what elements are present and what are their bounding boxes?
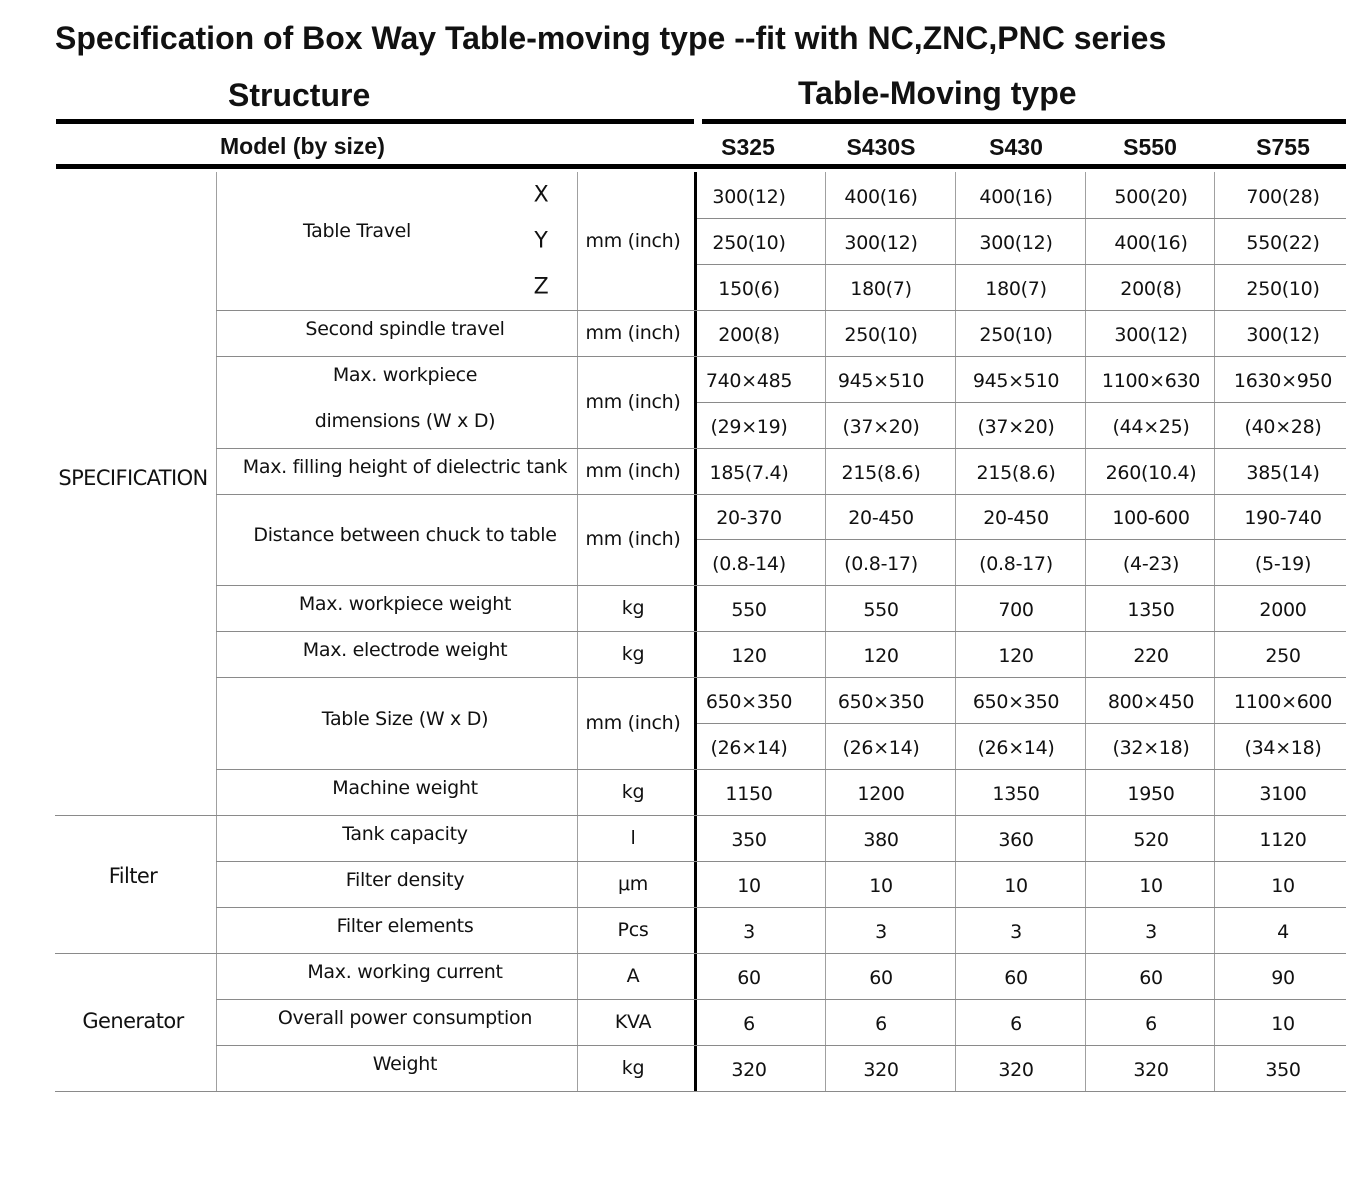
value-cell: 1100×630 <box>1101 369 1201 392</box>
model-label: Model (by size) <box>220 133 385 159</box>
value-cell: 150(6) <box>718 277 780 300</box>
axis-label: X <box>533 182 549 208</box>
value-cell: 215(8.6) <box>976 461 1056 484</box>
value-cell: 60 <box>1139 966 1163 989</box>
value-cell: 380 <box>863 828 899 851</box>
row-unit: mm (inch) <box>585 229 681 252</box>
value-cell: 10 <box>737 874 761 897</box>
value-cell: 300(12) <box>1246 323 1320 346</box>
row-label: Filter elements <box>336 914 474 937</box>
value-cell: 320 <box>1133 1058 1169 1081</box>
value-cell: 180(7) <box>985 277 1047 300</box>
model-name-s430s: S430S <box>846 134 916 160</box>
row-label: Table Travel <box>302 219 412 242</box>
value-cell: 215(8.6) <box>841 461 921 484</box>
structure-header: Structure <box>228 77 371 113</box>
category-generator: Generator <box>82 1009 184 1033</box>
value-cell: 550 <box>863 599 899 622</box>
value-cell: 90 <box>1271 966 1295 989</box>
row-label: Second spindle travel <box>305 317 505 340</box>
value-cell: 520 <box>1133 828 1169 851</box>
value-cell: 700(28) <box>1246 185 1320 208</box>
category-filter: Filter <box>108 864 158 888</box>
header-rule-right <box>702 119 1346 124</box>
value-cell: 1350 <box>992 783 1040 806</box>
value-cell: 945×510 <box>837 369 925 392</box>
value-cell: 350 <box>1265 1058 1301 1081</box>
value-cell: 4 <box>1277 920 1289 943</box>
value-cell: 60 <box>869 966 893 989</box>
value-cell: 190-740 <box>1244 507 1322 530</box>
value-cell: (37×20) <box>977 415 1055 438</box>
row-divider <box>55 1091 1346 1092</box>
value-cell: 6 <box>1145 1012 1157 1035</box>
value-cell: 250(10) <box>979 323 1053 346</box>
value-cell: 1630×950 <box>1233 369 1333 392</box>
table-moving-header: Table-Moving type <box>798 75 1077 111</box>
row-label: Max. workpiece weight <box>298 593 512 616</box>
row-unit: kg <box>621 597 645 620</box>
value-cell: 100-600 <box>1112 507 1190 530</box>
value-cell: 300(12) <box>844 231 918 254</box>
value-cell: 200(8) <box>718 323 780 346</box>
row-unit: kg <box>621 781 645 804</box>
row-unit: A <box>626 964 640 987</box>
value-cell: 20-450 <box>983 507 1049 530</box>
value-cell: 6 <box>1010 1012 1022 1035</box>
row-divider <box>216 494 1346 495</box>
value-cell: 3 <box>1145 920 1157 943</box>
value-cell: 320 <box>863 1058 899 1081</box>
value-cell: 1120 <box>1259 828 1307 851</box>
value-cell: 10 <box>1271 874 1295 897</box>
row-label: Tank capacity <box>342 822 468 845</box>
row-divider <box>55 815 1346 816</box>
value-cell: 500(20) <box>1114 185 1188 208</box>
value-cell: 1200 <box>857 783 905 806</box>
row-label: Weight <box>372 1052 438 1075</box>
row-label: Overall power consumption <box>277 1006 533 1029</box>
row-unit: mm (inch) <box>585 459 681 482</box>
row-divider <box>216 631 1346 632</box>
value-cell: 1150 <box>725 783 773 806</box>
row-unit: mm (inch) <box>585 528 681 551</box>
row-divider <box>216 585 1346 586</box>
value-cell: (26×14) <box>710 737 788 760</box>
model-name-s325: S325 <box>721 134 775 160</box>
value-cell: 10 <box>1004 874 1028 897</box>
model-name-s755: S755 <box>1256 134 1310 160</box>
row-label: Table Size (W x D) <box>321 708 489 731</box>
row-divider <box>216 356 1346 357</box>
value-cell: 740×485 <box>705 369 793 392</box>
value-cell: 3100 <box>1259 783 1307 806</box>
value-cell: (0.8-14) <box>712 553 786 576</box>
value-cell: 250(10) <box>844 323 918 346</box>
value-cell: 250(10) <box>1246 277 1320 300</box>
page-title: Specification of Box Way Table-moving type --fit with NC,ZNC,PNC series <box>55 20 1167 56</box>
value-cell: 180(7) <box>850 277 912 300</box>
value-cell: 185(7.4) <box>709 461 789 484</box>
value-cell: 945×510 <box>972 369 1060 392</box>
value-cell: 700 <box>998 599 1034 622</box>
axis-label: Y <box>534 228 548 254</box>
model-rule <box>56 164 1346 169</box>
row-unit: KVA <box>614 1010 652 1033</box>
row-label: Distance between chuck to table <box>253 524 557 547</box>
row-divider <box>216 1045 1346 1046</box>
value-cell: 10 <box>1139 874 1163 897</box>
value-cell: (34×18) <box>1244 737 1322 760</box>
value-cell: 400(16) <box>979 185 1053 208</box>
row-divider <box>697 218 1346 219</box>
row-divider <box>216 677 1346 678</box>
row-divider <box>216 907 1346 908</box>
row-label: Machine weight <box>332 777 478 800</box>
value-cell: 385(14) <box>1246 461 1320 484</box>
value-cell: (4-23) <box>1122 553 1180 576</box>
value-cell: 320 <box>998 1058 1034 1081</box>
value-cell: 350 <box>731 828 767 851</box>
row-label: Filter density <box>345 868 465 891</box>
header-rule-left <box>56 119 694 124</box>
row-divider <box>697 402 1346 403</box>
value-cell: 1950 <box>1127 783 1175 806</box>
value-cell: 3 <box>743 920 755 943</box>
value-cell: 3 <box>875 920 887 943</box>
row-unit: kg <box>621 1056 645 1079</box>
row-divider <box>697 539 1346 540</box>
value-cell: 250(10) <box>712 231 786 254</box>
value-cell: 800×450 <box>1107 691 1195 714</box>
value-cell: 250 <box>1265 645 1301 668</box>
row-unit: mm (inch) <box>585 390 681 413</box>
row-divider <box>216 861 1346 862</box>
row-label: Max. electrode weight <box>302 639 508 662</box>
row-divider <box>697 723 1346 724</box>
row-divider <box>55 953 1346 954</box>
value-cell: (26×14) <box>842 737 920 760</box>
axis-divider <box>577 172 578 310</box>
value-cell: 120 <box>863 645 899 668</box>
value-cell: 20-450 <box>848 507 914 530</box>
value-cell: (0.8-17) <box>844 553 918 576</box>
row-divider <box>697 264 1346 265</box>
row-unit: Pcs <box>617 918 649 941</box>
value-cell: 650×350 <box>705 691 793 714</box>
row-divider <box>216 448 1346 449</box>
value-cell: 300(12) <box>712 185 786 208</box>
model-name-s430: S430 <box>989 134 1043 160</box>
value-cell: 6 <box>743 1012 755 1035</box>
value-cell: 300(12) <box>1114 323 1188 346</box>
value-cell: (26×14) <box>977 737 1055 760</box>
value-cell: 60 <box>1004 966 1028 989</box>
value-cell: 300(12) <box>979 231 1053 254</box>
value-cell: 650×350 <box>837 691 925 714</box>
row-divider <box>216 999 1346 1000</box>
value-cell: (37×20) <box>842 415 920 438</box>
value-cell: 260(10.4) <box>1105 461 1197 484</box>
value-cell: 2000 <box>1259 599 1307 622</box>
value-cell: 10 <box>869 874 893 897</box>
row-divider <box>216 310 1346 311</box>
value-cell: 400(16) <box>844 185 918 208</box>
value-cell: 20-370 <box>716 507 782 530</box>
row-unit: kg <box>621 643 645 666</box>
row-label: Max. filling height of dielectric tank <box>242 455 568 478</box>
value-cell: 1350 <box>1127 599 1175 622</box>
value-cell: (44×25) <box>1112 415 1190 438</box>
value-cell: 220 <box>1133 645 1169 668</box>
value-cell: (32×18) <box>1112 737 1190 760</box>
value-cell: 650×350 <box>972 691 1060 714</box>
value-cell: 400(16) <box>1114 231 1188 254</box>
row-label: Max. working current <box>307 960 503 983</box>
value-cell: 360 <box>998 828 1034 851</box>
value-cell: 550(22) <box>1246 231 1320 254</box>
value-cell: 1100×600 <box>1233 691 1333 714</box>
value-cell: 3 <box>1010 920 1022 943</box>
value-cell: 60 <box>737 966 761 989</box>
row-unit: l <box>630 826 636 849</box>
row-divider <box>216 769 1346 770</box>
row-label: dimensions (W x D) <box>314 409 496 432</box>
value-cell: (0.8-17) <box>979 553 1053 576</box>
value-cell: 6 <box>875 1012 887 1035</box>
model-name-s550: S550 <box>1123 134 1177 160</box>
row-label: Max. workpiece <box>332 363 478 386</box>
value-cell: (40×28) <box>1244 415 1322 438</box>
value-cell: 10 <box>1271 1012 1295 1035</box>
value-cell: 120 <box>731 645 767 668</box>
value-cell: (29×19) <box>710 415 788 438</box>
row-unit: mm (inch) <box>585 712 681 735</box>
value-cell: 200(8) <box>1120 277 1182 300</box>
category-specification: SPECIFICATION <box>58 466 208 490</box>
value-cell: 320 <box>731 1058 767 1081</box>
axis-label: Z <box>533 274 549 300</box>
value-cell: 120 <box>998 645 1034 668</box>
row-unit: mm (inch) <box>585 321 681 344</box>
value-cell: 550 <box>731 599 767 622</box>
value-cell: (5-19) <box>1254 553 1312 576</box>
row-unit: μm <box>618 872 648 895</box>
